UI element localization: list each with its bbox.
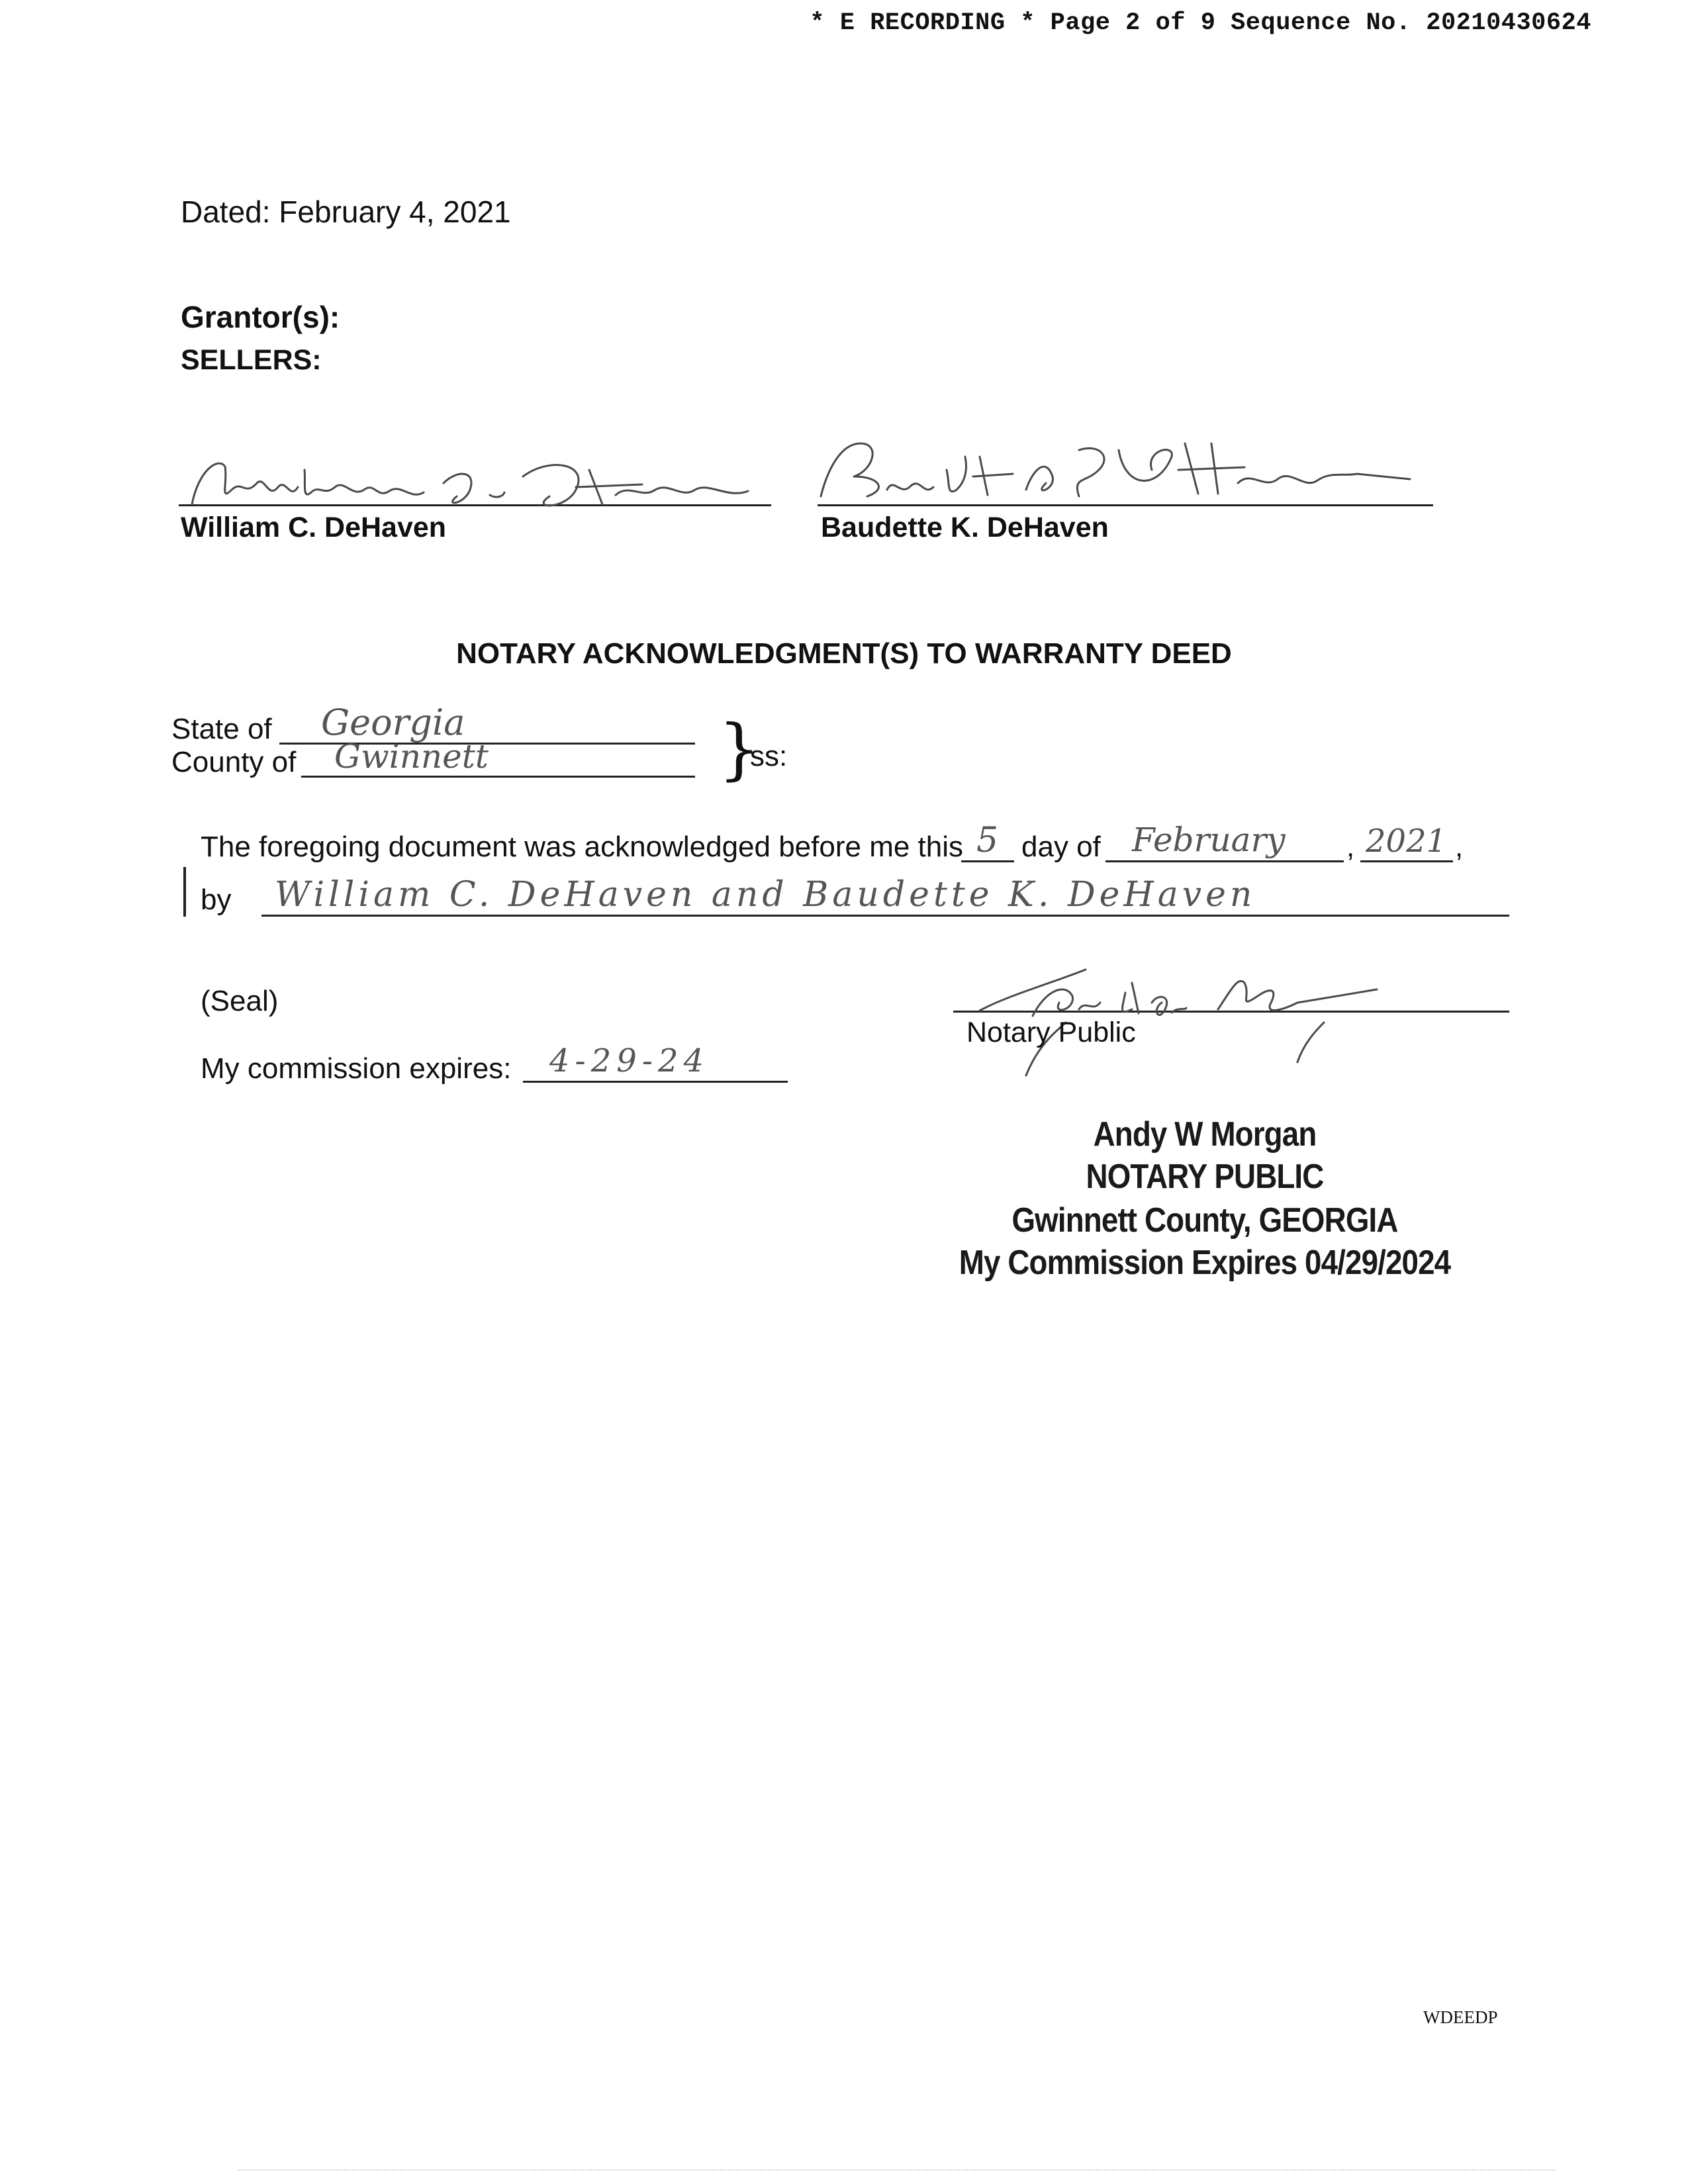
ss-label: ss: <box>750 740 788 772</box>
stamp-county: Gwinnett County, GEORGIA <box>1011 1201 1398 1240</box>
form-code: WDEEDP <box>1423 2007 1498 2027</box>
ack-month-line <box>1105 860 1344 862</box>
state-label: State of <box>171 713 272 745</box>
county-label: County of <box>171 746 297 778</box>
by-line <box>261 915 1509 917</box>
commission-label: My commission expires: <box>201 1052 512 1085</box>
recording-header: * E RECORDING * Page 2 of 9 Sequence No. 20210430624 <box>810 9 1591 37</box>
ack-day-line <box>961 860 1014 862</box>
seller1-name: William C. DeHaven <box>181 512 447 543</box>
seal-label: (Seal) <box>201 985 279 1017</box>
commission-line <box>523 1081 788 1083</box>
ack-year-handwritten: 2021 <box>1366 823 1447 860</box>
ack-text: The foregoing document was acknowledged before me this <box>201 831 964 863</box>
seller1-signature <box>179 443 774 516</box>
stamp-expires: My Commission Expires 04/29/2024 <box>959 1244 1451 1282</box>
state-handwritten: Georgia <box>321 702 465 743</box>
county-handwritten: Gwinnett <box>334 737 489 776</box>
ack-day-handwritten: 5 <box>976 821 999 860</box>
seller2-signature <box>814 430 1410 510</box>
by-handwritten: William C. DeHaven and Baudette K. DeHaven <box>275 875 1256 915</box>
dated-line: Dated: February 4, 2021 <box>181 195 511 229</box>
commission-handwritten: 4-29-24 <box>549 1042 710 1079</box>
ack-month-handwritten: February <box>1132 821 1286 859</box>
notary-public-label: Notary Public <box>966 1017 1136 1048</box>
seller2-name: Baudette K. DeHaven <box>821 512 1109 543</box>
grantor-label: Grantor(s): <box>181 300 340 334</box>
brace-icon: } <box>718 710 761 788</box>
margin-bar <box>183 867 186 917</box>
ack-year-line <box>1360 860 1453 862</box>
notary-signature <box>953 963 1430 1069</box>
stamp-title: NOTARY PUBLIC <box>1086 1158 1324 1196</box>
stamp-name: Andy W Morgan <box>1093 1115 1317 1154</box>
notary-title: NOTARY ACKNOWLEDGMENT(S) TO WARRANTY DEED <box>456 637 1232 670</box>
sellers-label: SELLERS: <box>181 344 322 376</box>
day-of-label: day of <box>1021 831 1101 863</box>
county-line <box>301 776 695 778</box>
scan-edge <box>238 2169 1556 2171</box>
by-label: by <box>201 884 232 916</box>
